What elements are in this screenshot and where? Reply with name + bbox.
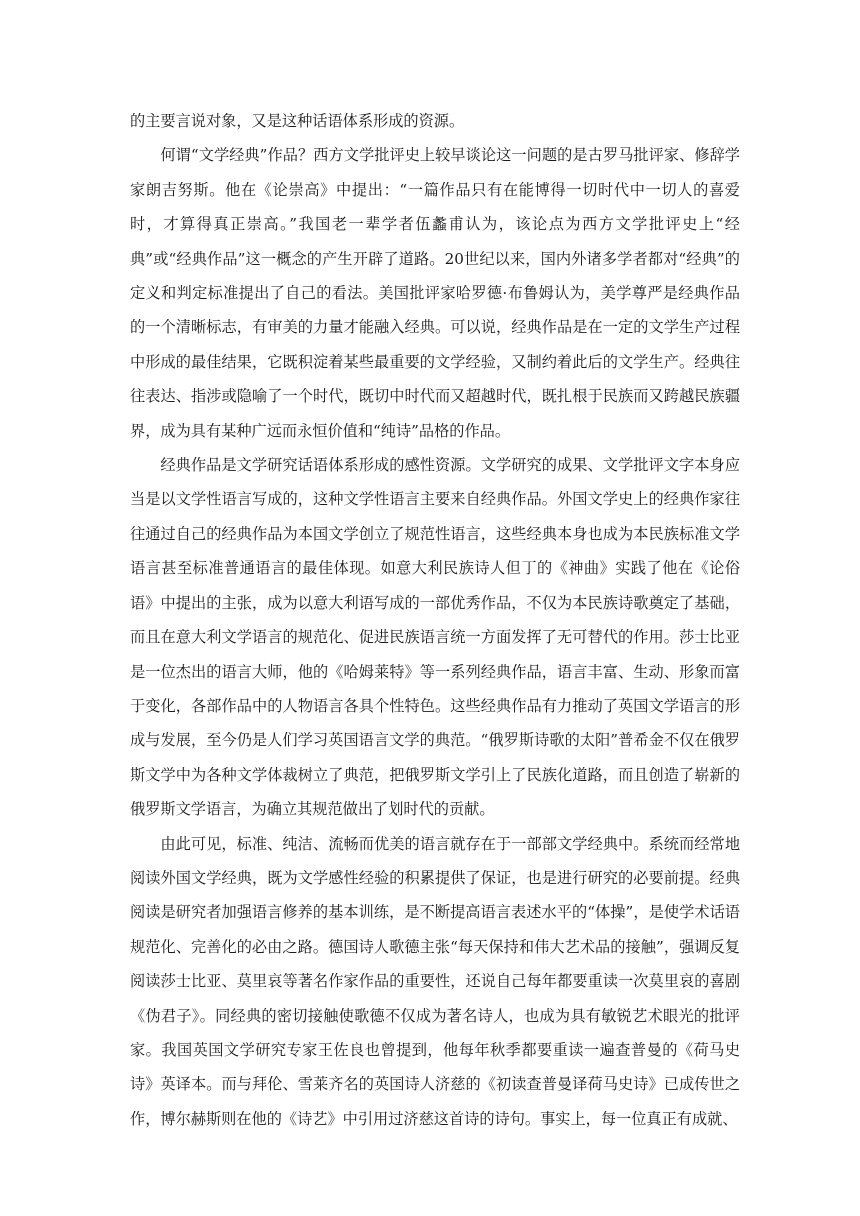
paragraph-continuation: 的主要言说对象，又是这种话语体系形成的资源。 [130,112,465,130]
paragraph-classics-as-language-resource: 经典作品是文学研究话语体系形成的感性资源。文学研究的成果、文学批评文字本身应当是以文学性语言写成的，这种文学性语言主要来自经典作品。外国文学史上的经典作家往往通过自己的经典作品为本国文学创立了规范性语言，这些经典本身也成为本民族标准文学语言甚至标准普通语言的最佳体现。如意大利民族诗人但丁的《神曲》实践了他在《论俗语》中提出的主张，成为以意大利语写成的一部优秀作品，不仅为本民族诗歌奠定了基础，而且在意大利文学语言的规范化、促进民族语言统一方面发挥了无可替代的作用。莎士比亚是一位杰出的语言大师，他的《哈姆莱特》等一系列经典作品，语言丰富、生动、形象而富于变化，各部作品中的人物语言各具个性特色。这些经典作品有力推动了英国文学语言的形成与发展，至今仍是人们学习英国语言文学的典范。“俄罗斯诗歌的太阳”普希金不仅在俄罗斯文学中为各种文学体裁树立了典范，把俄罗斯文学引上了民族化道路，而且创造了崭新的俄罗斯文学语言，为确立其规范做出了划时代的贡献。 [130,456,740,819]
article-body [130,104,740,1136]
paragraph-literary-classics-definition: 何谓“文学经典”作品？西方文学批评史上较早谈论这一问题的是古罗马批评家、修辞学家朗吉努斯。他在《论崇高》中提出：“一篇作品只有在能博得一切时代中一切人的喜爱时，才算得真正崇高。”我国老一辈学者伍蠡甫认为，该论点为西方文学批评史上“经典”或“经典作品”这一概念的产生开辟了道路。20世纪以来，国内外诸多学者都对“经典”的定义和判定标准提出了自己的看法。美国批评家哈罗德·布鲁姆认为，美学尊严是经典作品的一个清晰标志，有审美的力量才能融入经典。可以说，经典作品是在一定的文学生产过程中形成的最佳结果，它既积淀着某些最重要的文学经验，又制约着此后的文学生产。经典往往表达、指涉或隐喻了一个时代，既切中时代而又超越时代，既扎根于民族而又跨越民族疆界，成为具有某种广远而永恒价值和“纯诗”品格的作品。 [130,146,740,440]
paragraph-reading-classics: 由此可见，标准、纯洁、流畅而优美的语言就存在于一部部文学经典中。系统而经常地阅读外国文学经典，既为文学感性经验的积累提供了保证，也是进行研究的必要前提。经典阅读是研究者加强语言修养的基本训练，是不断提高语言表述水平的“体操”，是使学术话语规范化、完善化的必由之路。德国诗人歌德主张“每天保持和伟大艺术品的接触”，强调反复阅读莎士比亚、莫里哀等著名作家作品的重要性，还说自己每年都要重读一次莫里哀的喜剧《伪君子》。同经典的密切接触使歌德不仅成为著名诗人，也成为具有敏锐艺术眼光的批评家。我国英国文学研究专家王佐良也曾提到，他每年秋季都要重读一遍查普曼的《荷马史诗》英译本。而与拜伦、雪莱齐名的英国诗人济慈的《初读查普曼译荷马史诗》已成传世之作，博尔赫斯则在他的《诗艺》中引用过济慈这首诗的诗句。事实上，每一位真正有成就、 [130,834,740,1128]
